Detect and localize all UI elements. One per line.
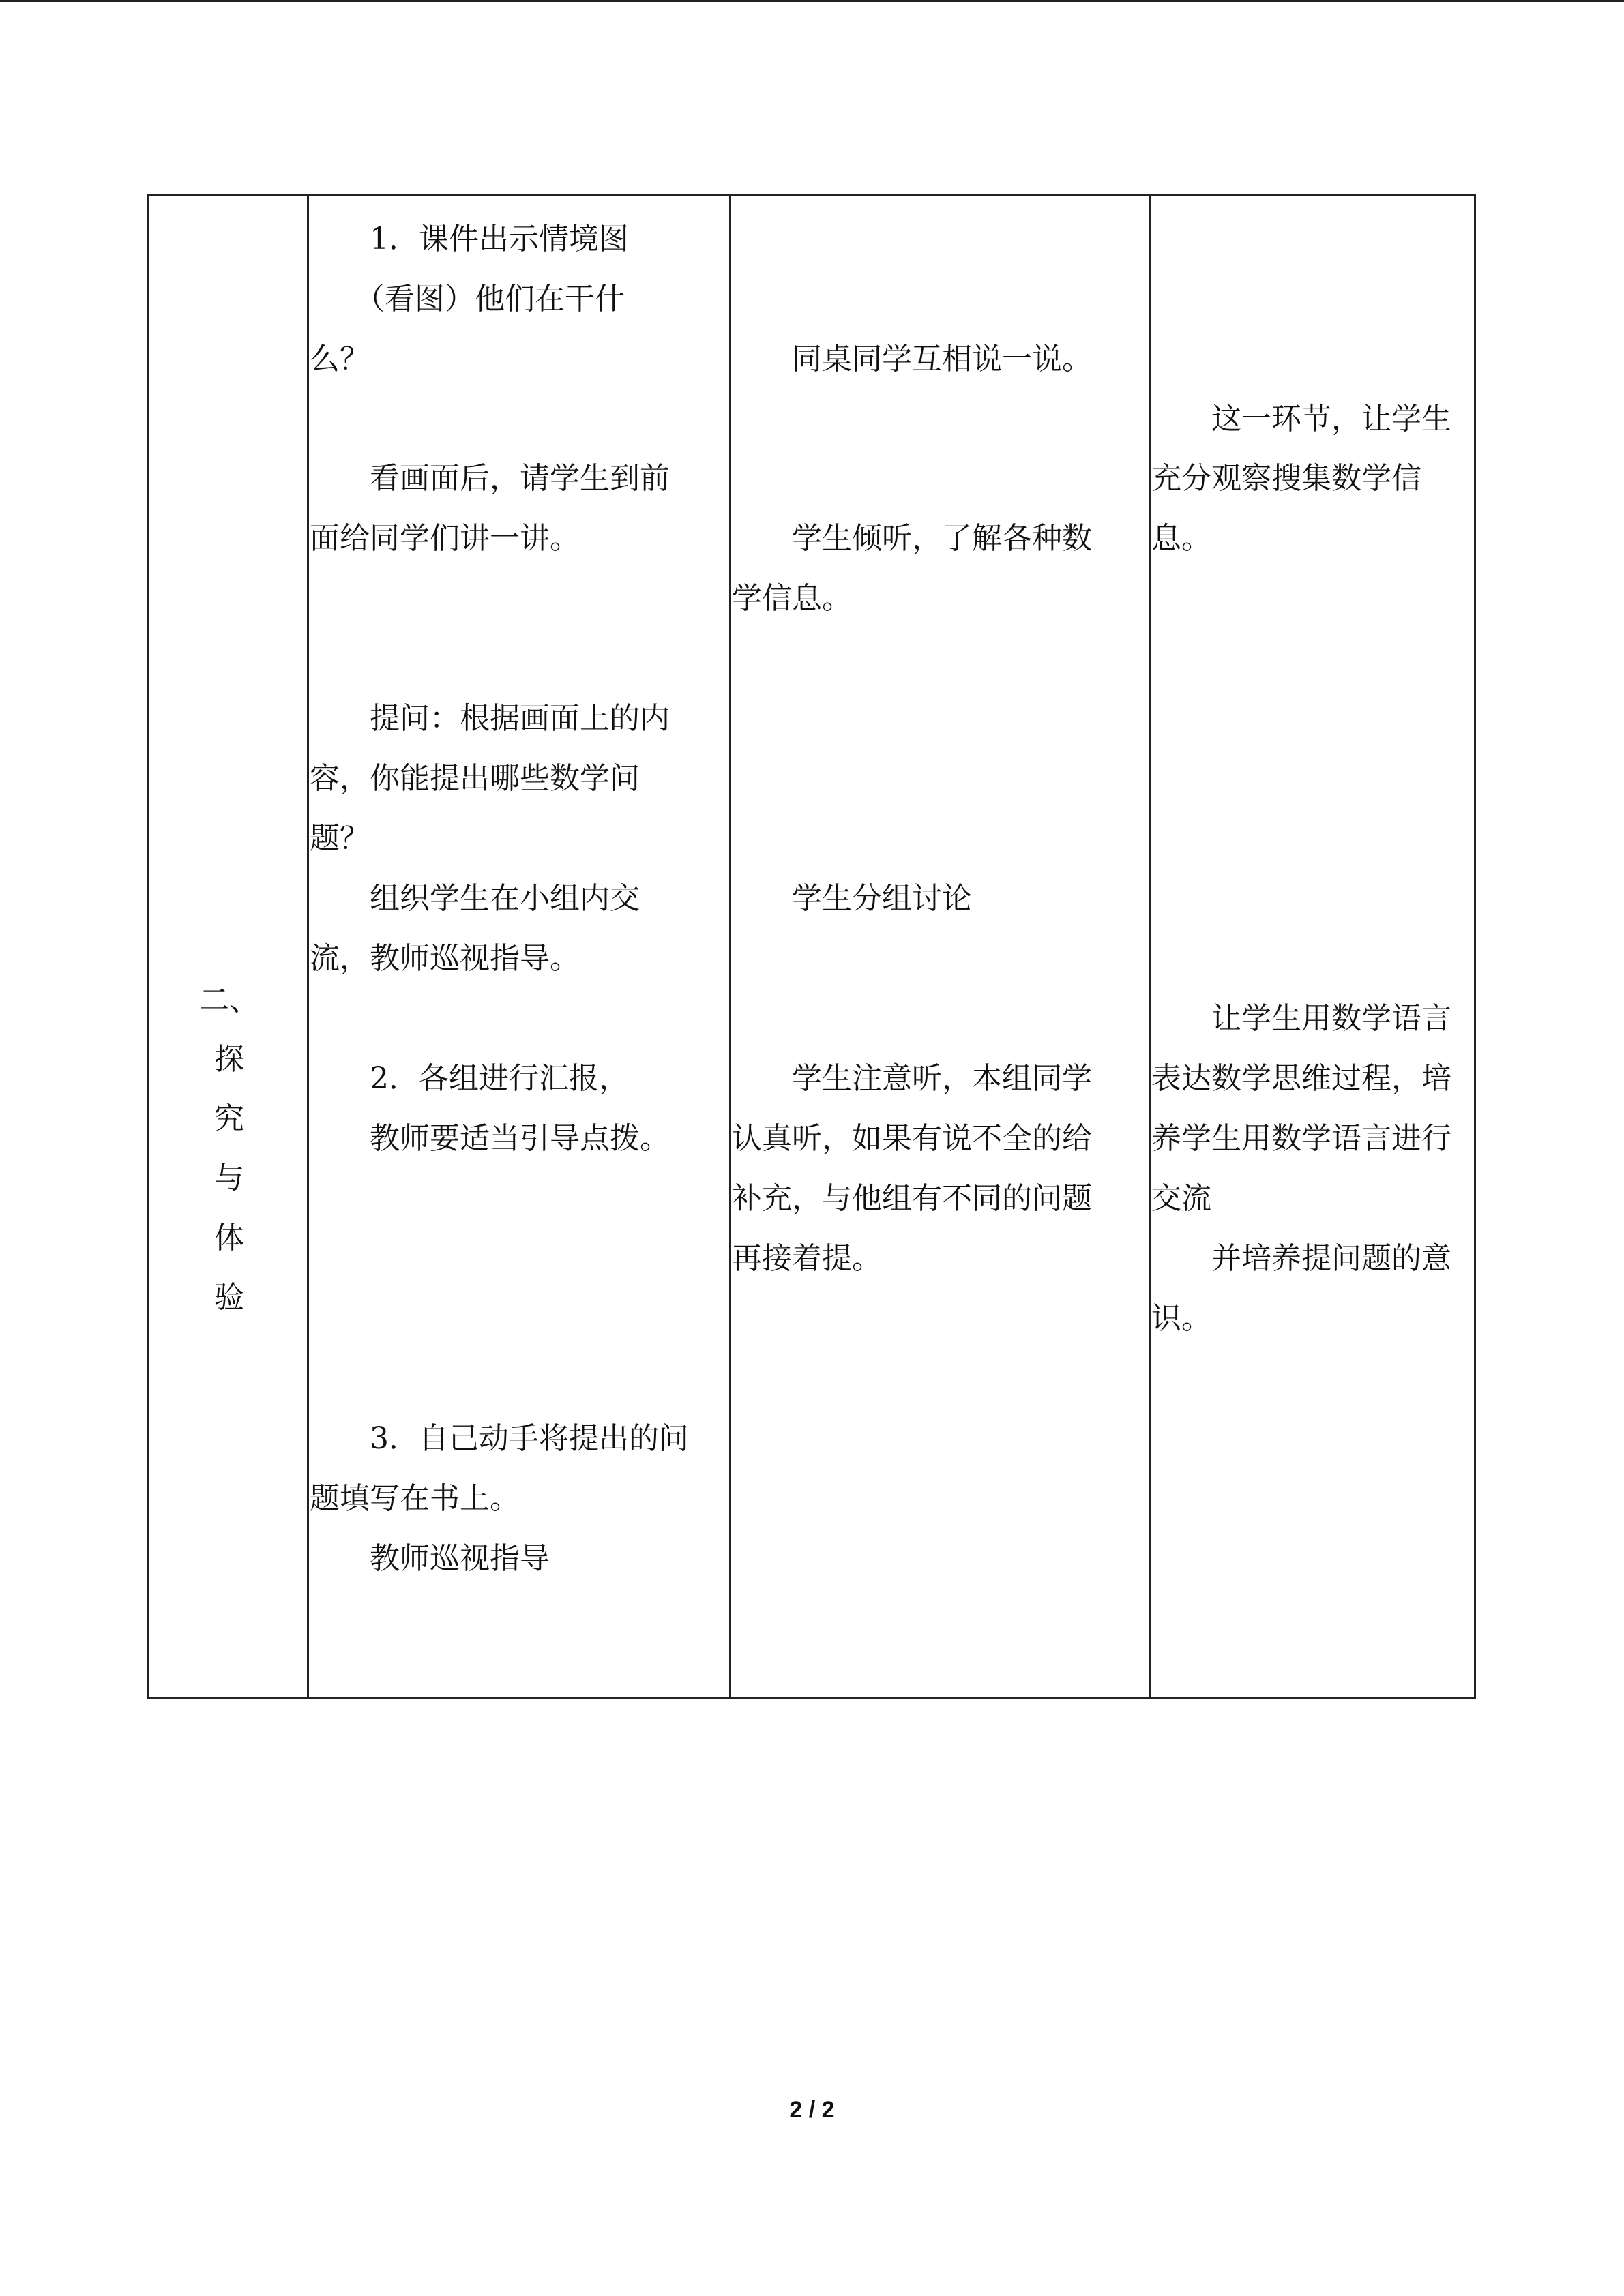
teacher-line: 流，教师巡视指导。 [310, 941, 580, 976]
student-line: 学生倾听，了解各种数 [732, 521, 1092, 556]
section-label-char: 二、 [199, 983, 259, 1017]
design-line: 并培养提问题的意 [1151, 1241, 1451, 1276]
student-line: 同桌同学互相说一说。 [732, 342, 1092, 376]
student-line: 学生注意听，本组同学 [732, 1061, 1092, 1096]
teacher-line: 2．各组进行汇报， [310, 1061, 629, 1096]
column-divider [1149, 196, 1151, 1697]
column-divider [729, 196, 731, 1697]
section-label-char: 体 [214, 1221, 244, 1255]
design-line: 让学生用数学语言 [1151, 1001, 1451, 1036]
student-line: 再接着提。 [732, 1241, 882, 1276]
design-line: 息。 [1151, 521, 1211, 556]
section-label-char: 验 [214, 1280, 244, 1315]
teacher-line: 组织学生在小组内交 [310, 881, 640, 916]
design-line: 交流 [1151, 1181, 1211, 1216]
section-label-char: 与 [214, 1161, 244, 1195]
student-line: 认真听，如果有说不全的给 [732, 1121, 1092, 1156]
teacher-line: 容，你能提出哪些数学问 [310, 761, 640, 796]
teacher-line: 提问：根据画面上的内 [310, 701, 670, 736]
teacher-line: （看图）他们在干什 [310, 282, 625, 316]
student-line: 学生分组讨论 [732, 881, 972, 916]
design-line: 养学生用数学语言进行 [1151, 1121, 1451, 1156]
teacher-line: 题填写在书上。 [310, 1481, 520, 1516]
student-line: 补充，与他组有不同的问题 [732, 1181, 1092, 1216]
lesson-plan-table [147, 194, 1476, 1699]
page-number: 2 / 2 [789, 2097, 835, 2123]
teacher-line: 教师要适当引导点拨。 [310, 1121, 670, 1156]
column-divider [307, 196, 309, 1697]
teacher-line: 看画面后，请学生到前 [310, 461, 670, 496]
section-label-char: 究 [214, 1101, 244, 1136]
design-line: 这一环节，让学生 [1151, 402, 1451, 436]
teacher-line: 面给同学们讲一讲。 [310, 521, 580, 556]
teacher-line: 教师巡视指导 [310, 1541, 550, 1576]
design-line: 表达数学思维过程，培 [1151, 1061, 1451, 1096]
top-border-line [0, 0, 1624, 2]
teacher-line: 1．课件出示情境图 [310, 222, 629, 256]
teacher-line: 么？ [310, 342, 370, 376]
section-label-char: 探 [214, 1042, 244, 1077]
design-line: 充分观察搜集数学信 [1151, 461, 1421, 496]
student-line: 学信息。 [732, 581, 852, 616]
teacher-line: 3．自己动手将提出的问 [310, 1421, 689, 1456]
design-line: 识。 [1151, 1301, 1211, 1336]
teacher-line: 题？ [310, 821, 370, 856]
